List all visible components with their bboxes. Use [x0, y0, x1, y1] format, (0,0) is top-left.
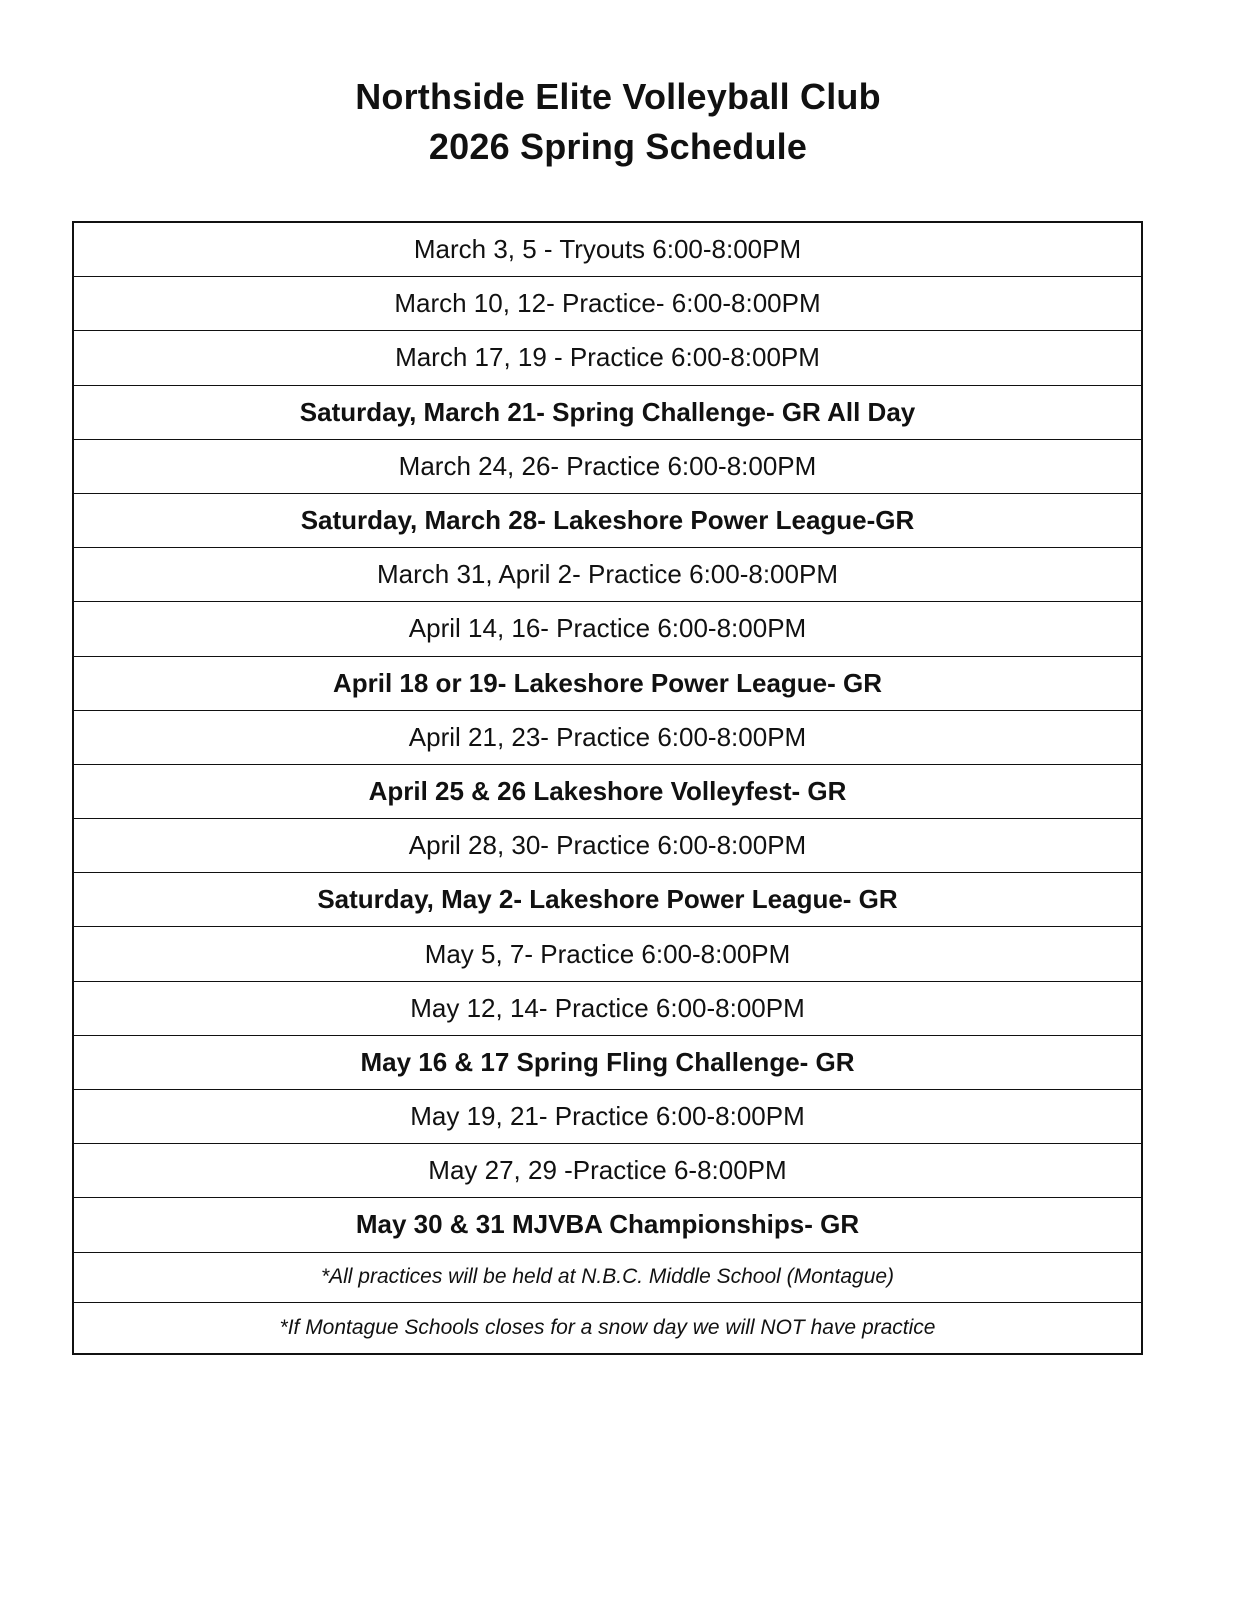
schedule-row: April 28, 30- Practice 6:00-8:00PM [74, 819, 1141, 873]
schedule-row-event: Saturday, March 28- Lakeshore Power League-GR [74, 494, 1141, 548]
schedule-row: May 19, 21- Practice 6:00-8:00PM [74, 1090, 1141, 1144]
schedule-row: March 31, April 2- Practice 6:00-8:00PM [74, 548, 1141, 602]
schedule-row-event: April 18 or 19- Lakeshore Power League- GR [74, 657, 1141, 711]
schedule-row: April 21, 23- Practice 6:00-8:00PM [74, 711, 1141, 765]
snow-day-note: *If Montague Schools closes for a snow day we will NOT have practice [279, 1315, 936, 1339]
document-subtitle: 2026 Spring Schedule [428, 126, 808, 167]
schedule-row-event: May 30 & 31 MJVBA Championships- GR [74, 1198, 1141, 1252]
schedule-row: March 3, 5 - Tryouts 6:00-8:00PM [74, 223, 1141, 277]
schedule-row: May 27, 29 -Practice 6-8:00PM [74, 1144, 1141, 1198]
schedule-row-event: Saturday, March 21- Spring Challenge- GR All Day [74, 386, 1141, 440]
schedule-table [72, 221, 1143, 1355]
document-header [0, 72, 1236, 172]
practice-location-note: *All practices will be held at N.B.C. Middle School (Montague) [74, 1253, 1141, 1303]
schedule-row-event: Saturday, May 2- Lakeshore Power League- GR [74, 873, 1141, 927]
schedule-row: March 10, 12- Practice- 6:00-8:00PM [74, 277, 1141, 331]
schedule-row: March 24, 26- Practice 6:00-8:00PM [74, 440, 1141, 494]
schedule-row-event: April 25 & 26 Lakeshore Volleyfest- GR [74, 765, 1141, 819]
schedule-row: April 14, 16- Practice 6:00-8:00PM [74, 602, 1141, 656]
schedule-row: March 17, 19 - Practice 6:00-8:00PM [74, 331, 1141, 385]
schedule-row-event: May 16 & 17 Spring Fling Challenge- GR [74, 1036, 1141, 1090]
schedule-row: May 12, 14- Practice 6:00-8:00PM [74, 982, 1141, 1036]
schedule-row: May 5, 7- Practice 6:00-8:00PM [74, 927, 1141, 981]
document-title: Northside Elite Volleyball Club [355, 76, 881, 117]
